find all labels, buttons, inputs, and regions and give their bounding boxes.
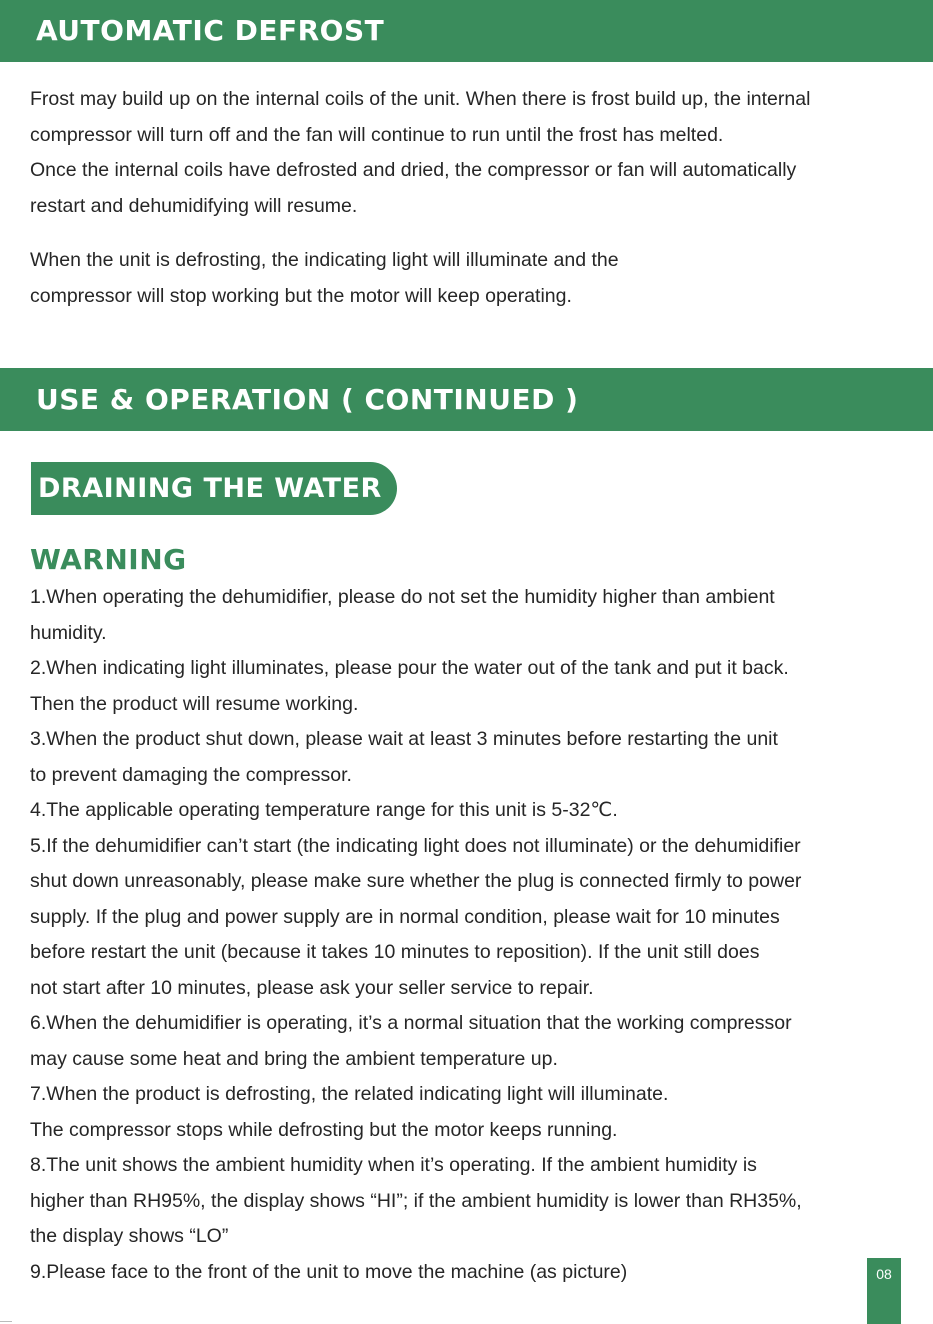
warning-line: higher than RH95%, the display shows “HI”; if the ambient humidity is lower than RH35%,: [30, 1189, 802, 1212]
warning-line: before restart the unit (because it takes 10 minutes to reposition). If the unit still does: [30, 941, 760, 963]
warning-line: Then the product will resume working.: [30, 692, 359, 715]
warning-line: the display shows “LO”: [30, 1225, 229, 1247]
warning-line: The compressor stops while defrosting but the motor keeps running.: [30, 1118, 618, 1141]
text-line: Once the internal coils have defrosted and dried, the compressor or fan will automatically: [30, 159, 797, 181]
defrost-paragraph-2: [30, 243, 910, 314]
warning-line: to prevent damaging the compressor.: [30, 763, 352, 786]
section-header-automatic-defrost: AUTOMATIC DEFROST: [0, 0, 933, 62]
warning-heading: WARNING: [30, 543, 187, 576]
warning-line: 5.If the dehumidifier can’t start (the indicating light does not illuminate) or the dehumidifier: [30, 834, 801, 857]
warning-line: not start after 10 minutes, please ask your seller service to repair.: [30, 976, 594, 999]
subsection-title-draining: DRAINING THE WATER: [31, 462, 397, 515]
text-line: compressor will stop working but the motor will keep operating.: [30, 284, 572, 307]
text-line: compressor will turn off and the fan will continue to run until the frost has melted.: [30, 123, 724, 146]
warning-line: 8.The unit shows the ambient humidity when it’s operating. If the ambient humidity is: [30, 1154, 757, 1176]
section-header-use-operation: USE & OPERATION ( CONTINUED ): [0, 368, 933, 431]
page-number: 08: [867, 1258, 901, 1324]
warning-line: humidity.: [30, 621, 107, 644]
text-line: Frost may build up on the internal coils of the unit. When there is frost build up, the internal: [30, 88, 811, 110]
warning-line: shut down unreasonably, please make sure whether the plug is connected firmly to power: [30, 870, 802, 892]
warning-line: 9.Please face to the front of the unit to move the machine (as picture): [30, 1260, 628, 1283]
text-line: When the unit is defrosting, the indicating light will illuminate and the: [30, 249, 619, 271]
warning-line: 7.When the product is defrosting, the related indicating light will illuminate.: [30, 1083, 669, 1105]
text-line: restart and dehumidifying will resume.: [30, 194, 358, 217]
warning-line: may cause some heat and bring the ambient temperature up.: [30, 1047, 558, 1070]
warning-line: 1.When operating the dehumidifier, please do not set the humidity higher than ambient: [30, 586, 775, 608]
divider: [0, 1321, 12, 1322]
warning-line: 4.The applicable operating temperature range for this unit is 5-32℃.: [30, 799, 618, 821]
defrost-paragraph-1: [30, 82, 910, 224]
warning-line: 6.When the dehumidifier is operating, it’s a normal situation that the working compressor: [30, 1012, 792, 1034]
warning-line: 3.When the product shut down, please wait at least 3 minutes before restarting the unit: [30, 728, 778, 750]
warning-line: supply. If the plug and power supply are in normal condition, please wait for 10 minutes: [30, 905, 780, 928]
warning-list: [30, 580, 910, 1290]
warning-line: 2.When indicating light illuminates, please pour the water out of the tank and put it back.: [30, 657, 789, 679]
